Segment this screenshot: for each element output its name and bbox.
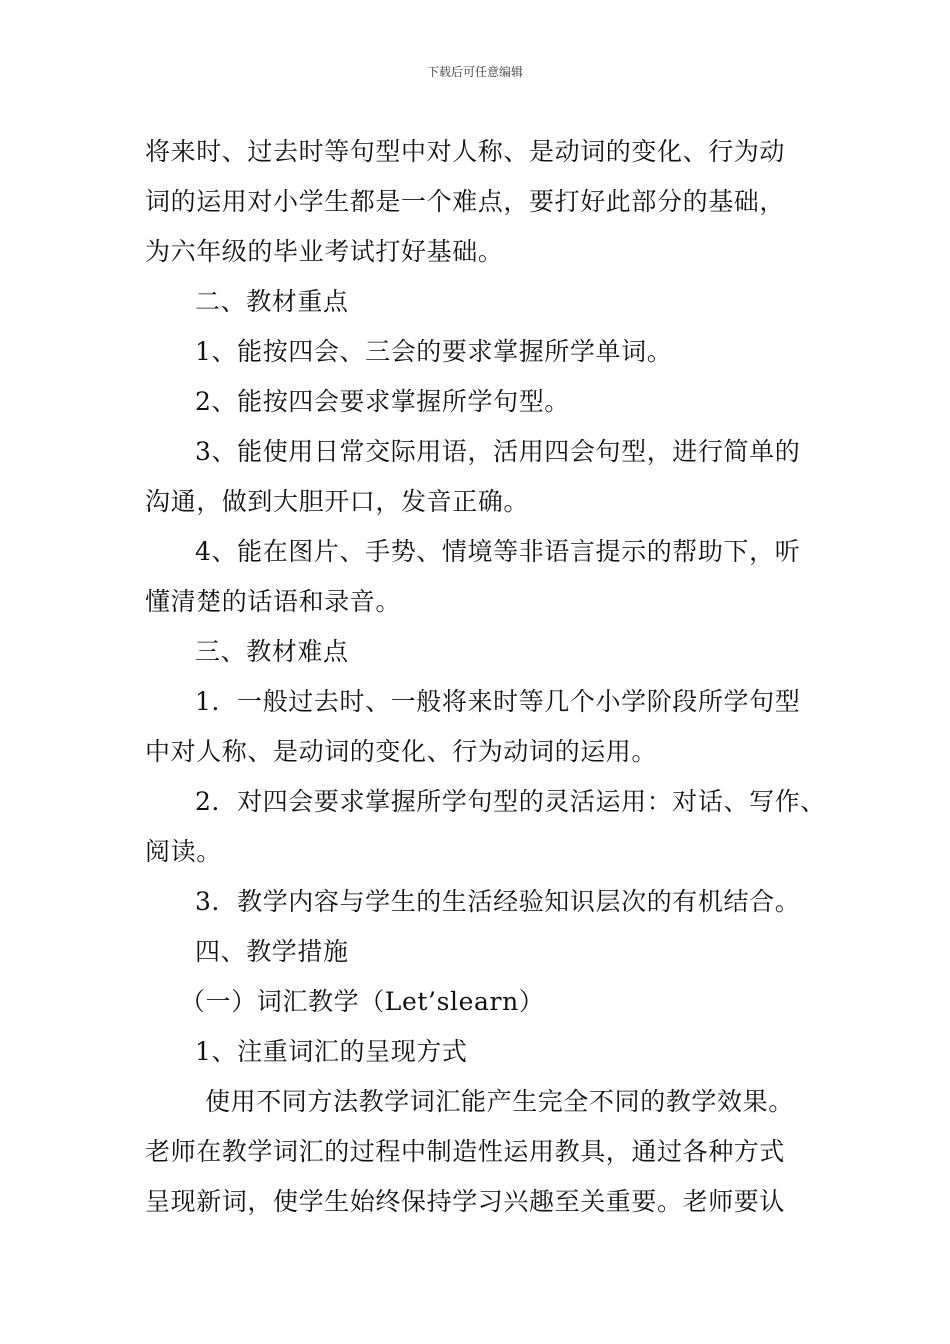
section-heading: 四、教学措施 <box>195 937 349 966</box>
body-line: 阅读。 <box>145 837 222 866</box>
list-item: 1、注重词汇的呈现方式 <box>195 1037 468 1066</box>
body-line: 沟通，做到大胆开口，发音正确。 <box>145 487 530 516</box>
body-line: 将来时、过去时等句型中对人称、是动词的变化、行为动 <box>145 137 786 166</box>
body-line: 词的运用对小学生都是一个难点，要打好此部分的基础， <box>145 187 786 216</box>
list-item: 1、能按四会、三会的要求掌握所学单词。 <box>195 337 673 366</box>
list-item: 3、能使用日常交际用语，活用四会句型，进行简单的 <box>195 437 801 466</box>
body-line: 呈现新词，使学生始终保持学习兴趣至关重要。老师要认 <box>145 1187 786 1216</box>
section-heading: 三、教材难点 <box>195 637 349 666</box>
body-line: 中对人称、是动词的变化、行为动词的运用。 <box>145 737 658 766</box>
page-header-note: 下载后可任意编辑 <box>426 65 523 79</box>
body-line: 使用不同方法教学词汇能产生完全不同的教学效果。 <box>205 1087 794 1116</box>
body-line: 为六年级的毕业考试打好基础。 <box>145 237 504 266</box>
list-item: 2．对四会要求掌握所学句型的灵活运用：对话、写作、 <box>195 787 826 816</box>
section-heading: 二、教材重点 <box>195 287 349 316</box>
list-item: 3．教学内容与学生的生活经验知识层次的有机结合。 <box>195 887 801 916</box>
body-line: 老师在教学词汇的过程中制造性运用教具，通过各种方式 <box>145 1137 786 1166</box>
subsection-heading: （一）词汇教学（Let’slearn） <box>180 987 545 1016</box>
list-item: 1．一般过去时、一般将来时等几个小学阶段所学句型 <box>195 687 801 716</box>
list-item: 4、能在图片、手势、情境等非语言提示的帮助下，听 <box>195 537 801 566</box>
list-item: 2、能按四会要求掌握所学句型。 <box>195 387 570 416</box>
body-line: 懂清楚的话语和录音。 <box>145 587 402 616</box>
